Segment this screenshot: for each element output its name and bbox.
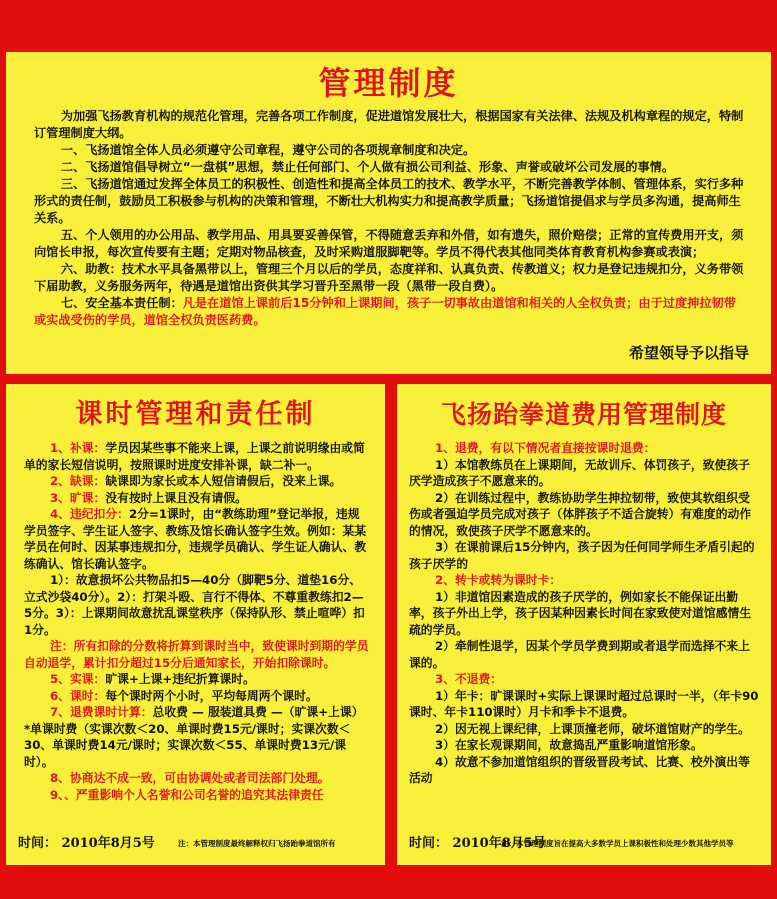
rule-item-safety-label: 七、安全基本责任制：	[60, 296, 183, 310]
fee-rule-item: 4）故意不参加道馆组织的晋级晋段考试、比赛、校外演出等活动	[409, 754, 750, 785]
class-hour-rule-text: 旷课+上课+违纪折算课时。	[105, 672, 255, 686]
fee-rule-item: 1）年卡：旷课课时+实际上课课时超过总课时一半，（年卡90课时、年卡110课时）月卡和季卡不退费。	[409, 688, 759, 719]
rule-item: 一、飞扬道馆全体人员必须遵守公司章程，遵守公司的各项规章制度和决定。	[60, 143, 476, 157]
class-hour-rule-text: 每个课时两个小时，平均每周两个课时。	[105, 688, 318, 703]
class-hour-rule-label: 5、实课：	[49, 672, 106, 686]
rule-item-safety-text: 凡是在道馆上课前后15分钟和上课期间，孩子一切事故由道馆和相关的人全权负责；由于过度抻拉韧带或实战受伤的学员，道馆全权负责医药费。	[34, 296, 736, 327]
fee-rule-item: 3）在家长观课期间，故意捣乱严重影响道馆形象。	[434, 738, 703, 752]
class-hour-rule	[24, 770, 369, 787]
fee-rule-item: 2）在训练过程中，教练协助学生抻拉韧带，致使其软组织受伤或者强迫学员完成对孩子（体胖孩子不适合旋转）有难度的动作的情况，致使孩子厌学不愿意来的。	[409, 490, 752, 538]
class-hour-rule-text: 2分=1课时，由“教练助理”登记举报，违规学员签字、学生证人签字、教练及馆长确认签字生效。例如：某某学员在何时、因某事违规扣分，违规学员确认、学生证人确认、教练确认、馆长确认签字。	[24, 507, 367, 571]
class-hour-title: 课时管理和责任制	[75, 399, 316, 430]
right-footnote: 注：本管理制度旨在提高大多数学员上课积极性和处理少数其他学员等	[501, 839, 734, 848]
fee-rule-item: 1）非道馆因素造成的孩子厌学的，例如家长不能保证出勤率，孩子外出上学，孩子因某种因素长时间在家致使对道馆感情生疏的学员。	[409, 589, 752, 637]
fee-rule-item: 2）牵制性退学，因某个学员学费到期或者退学而选择不来上课的。	[409, 639, 750, 670]
column-divider	[385, 384, 397, 865]
class-hour-rule	[24, 638, 369, 671]
class-hour-rule-text: 缺课即为家长或本人短信请假后，没来上课。	[105, 474, 342, 488]
class-hour-rule	[24, 440, 369, 473]
class-hour-rule-label: 1、补课：	[49, 441, 106, 455]
class-hour-rule-label: 8、	[49, 771, 70, 785]
class-hour-rule	[24, 506, 369, 572]
right-red-border	[771, 52, 777, 865]
class-hour-panel	[6, 384, 385, 865]
rule-item: 三、飞扬道馆通过发挥全体员工的积极性、创造性和提高全体员工的技术、教学水平，不断完善教学体制、管理体系，实行多种形式的责任制，鼓励员工积极参与机构的决策和管理，不断壮大机构实力和提高教学质量；飞扬道馆提倡求与学员多沟通，提高师生关系。	[34, 177, 744, 225]
fee-section-heading: 2、转卡或转为课时卡：	[434, 573, 562, 587]
class-hour-rule	[24, 704, 369, 770]
class-hour-rule-label: 2、缺课：	[49, 474, 106, 488]
fee-rules-body	[397, 434, 771, 787]
class-hour-rule	[24, 490, 369, 507]
class-hour-rule-text: 没有按时上课且没有请假。	[105, 490, 247, 505]
class-hour-rule-text: 协商达不成一致，可由协调处或者司法部门处理。	[69, 771, 330, 785]
fee-rule-item: 2）因无视上课纪律，上课顶撞老师，破坏道馆财产的学生。	[434, 721, 750, 736]
fee-rules-title: 飞扬跆拳道费用管理制度	[440, 400, 727, 429]
class-hour-rule	[24, 671, 369, 688]
class-hour-body	[6, 434, 385, 803]
class-hour-rule-label: 注：	[49, 639, 74, 653]
class-hour-rule	[24, 688, 369, 705]
rule-item-safety	[34, 295, 745, 329]
page-title: 管理制度	[318, 64, 459, 102]
fee-rules-panel	[397, 384, 771, 865]
class-hour-rule-text: 学员因某些事不能来上课，上课之前说明缘由或简单的家长短信说明，按照课时进度安排补课，缺二补一。	[24, 441, 365, 472]
left-date: 时间： 2010年8月5号	[18, 836, 155, 851]
rule-item: 五、个人领用的办公用品、教学用品、用具要妥善保管，不得随意丢弃和外借，如有遗失，照价赔偿；正常的宣传费用开支，须向馆长申报，每次宣传要有主题；定期对物品核查，及时采购道服脚靶等。学员不得代表其他同类体育教育机构参赛或表演；	[34, 228, 744, 259]
fee-section-heading: 1、退费，有以下情况者直接按课时退费：	[434, 441, 656, 455]
signoff: 希望领导予以指导	[628, 344, 749, 362]
fee-section-heading: 3、不退费：	[434, 672, 503, 686]
class-hour-rule	[24, 787, 369, 804]
fee-rule-item: 1）本馆教练员在上课期间，无故训斥、体罚孩子，致使孩子厌学造成孩子不愿意来的。	[409, 457, 750, 488]
left-footnote: 注：本管理制度最终解释权归飞扬跆拳道馆所有	[178, 839, 336, 848]
class-hour-rule-label: 9、	[49, 787, 65, 802]
class-hour-rule-label: 3、旷课：	[49, 490, 106, 505]
class-hour-rule-label: 6、课时：	[49, 688, 106, 703]
management-rules-panel	[6, 52, 771, 374]
middle-red-band	[0, 374, 777, 384]
class-hour-rule-text: 总收费 — 服装道具费 —（旷课+上课）*单课时费（实课次数＜20、单课时费15元/课时；实课次数＜30、单课时费14元/课时；实课次数＜55、单课时费13元/课时）。	[24, 705, 364, 769]
rules-intro: 为加强飞扬教育机构的规范化管理，完善各项工作制度，促进道馆发展壮大，根据国家有关法律、法规及机构章程的规定，特制订管理制度大纲。	[34, 109, 744, 140]
class-hour-rule-label: 7、退费课时计算：	[49, 705, 153, 719]
class-hour-rule	[24, 572, 369, 638]
class-hour-rule-label: 4、违纪扣分：	[49, 507, 129, 521]
class-hour-rule-text: 1）：故意损坏公共物品扣5—40分（脚靶5分、道垫16分、立式沙袋40分）。2）：打架斗殴、言行不得体、不尊重教练扣2—5分。3）：上课期间故意扰乱课堂秩序（保持队形、禁止喧哗）扣1分。	[24, 573, 365, 637]
bottom-red-band	[0, 865, 777, 899]
rule-item: 六、助教：技术水平具备黑带以上，管理三个月以后的学员，态度祥和、认真负责、传教道义；权力是登记违规扣分，义务带领下届助教，义务服务两年，待遇是道馆出资供其学习晋升至黑带一段（黑带一段自费）。	[34, 262, 744, 293]
class-hour-rule-text: 、严重影响个人名誉和公司名誉的追究其法律责任	[64, 787, 324, 802]
rules-body	[6, 104, 771, 329]
top-red-band	[0, 0, 777, 52]
right-date: 时间： 2010年8月5号	[409, 836, 546, 851]
class-hour-rule	[24, 473, 369, 490]
rule-item: 二、飞扬道馆倡导树立“一盘棋”思想，禁止任何部门、个人做有损公司利益、形象、声誉或破坏公司发展的事情。	[60, 160, 675, 174]
class-hour-rule-text: 所有扣除的分数将折算到课时当中，致使课时到期的学员自动退学，累计扣分超过15分后通知家长，开始扣除课时。	[24, 639, 369, 670]
fee-rule-item: 3）在课前课后15分钟内，孩子因为任何同学师生矛盾引起的孩子厌学的	[409, 540, 755, 571]
